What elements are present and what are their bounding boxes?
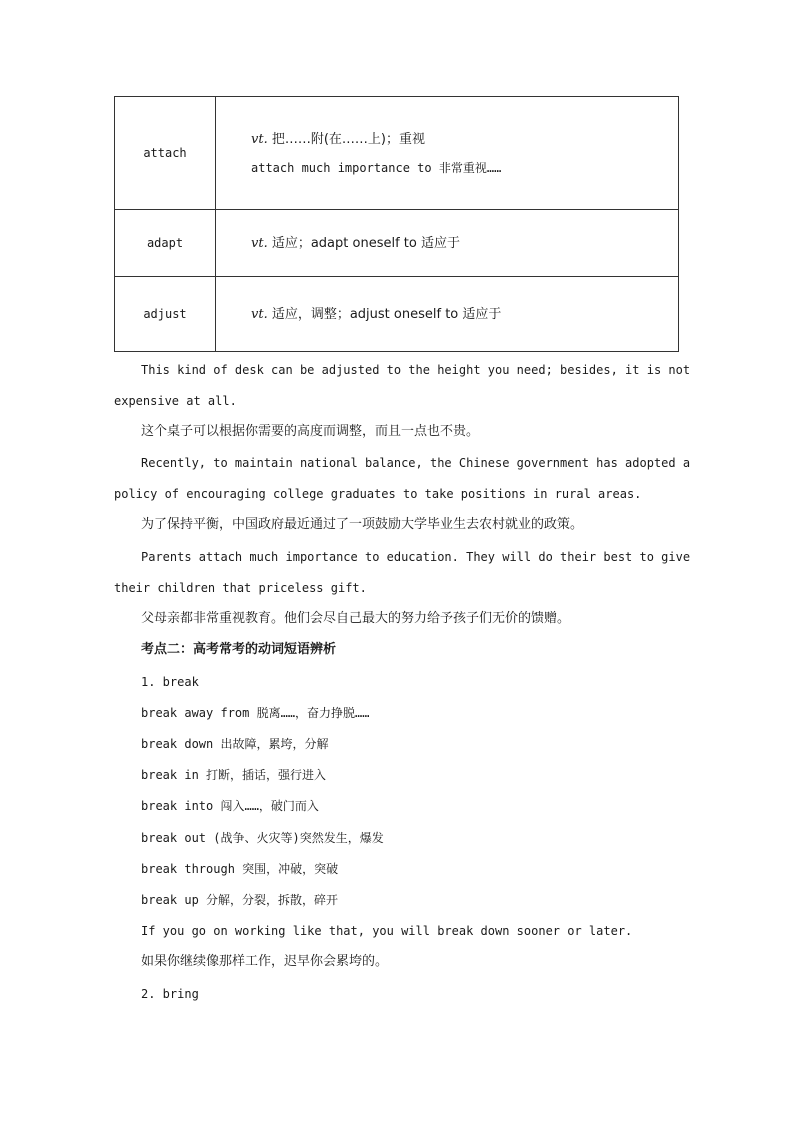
- paragraph-line: Parents attach much importance to education. They will do their best to give: [141, 550, 691, 564]
- phrase-item: break out (战争、火灾等)突然发生，爆发: [141, 831, 384, 845]
- paragraph-line: This kind of desk can be adjusted to the height you need; besides, it is not: [141, 363, 691, 377]
- paragraph-line: expensive at all.: [114, 394, 237, 408]
- word-cell: adjust: [115, 277, 216, 352]
- definition-text: 适应；adapt oneself to 适应于: [267, 235, 460, 251]
- table-row: [115, 97, 679, 210]
- definition-text: 适应，调整；adjust oneself to 适应于: [267, 306, 502, 322]
- example-translation: 如果你继续像那样工作，迟早你会累垮的。: [141, 954, 389, 969]
- phrase-heading: 2. bring: [141, 987, 199, 1001]
- definition-cell: [216, 97, 679, 210]
- phrase-item: break up 分解，分裂，拆散，碎开: [141, 893, 339, 907]
- translation-line: 父母亲都非常重视教育。他们会尽自己最大的努力给予孩子们无价的馈赠。: [141, 611, 571, 626]
- phrase-item: break through 突围，冲破，突破: [141, 862, 339, 876]
- part-of-speech: vt.: [251, 131, 268, 147]
- definition-text: 把……附(在……上)；重视: [267, 131, 425, 147]
- table-row: [115, 210, 679, 277]
- definition-line: [251, 125, 678, 154]
- example-sentence: If you go on working like that, you will break down sooner or later.: [141, 924, 633, 938]
- phrase-item: break down 出故障，累垮，分解: [141, 737, 329, 751]
- definition-cell: [216, 210, 679, 277]
- word-cell: adapt: [115, 210, 216, 277]
- usage-example: attach much importance to 非常重视……: [251, 160, 502, 175]
- phrase-item: break away from 脱离……，奋力挣脱……: [141, 706, 370, 720]
- paragraph-line: policy of encouraging college graduates to take positions in rural areas.: [114, 487, 642, 501]
- phrase-item: break in 打断，插话，强行进入: [141, 768, 327, 782]
- translation-line: 为了保持平衡，中国政府最近通过了一项鼓励大学毕业生去农村就业的政策。: [141, 517, 584, 532]
- section-title: 考点二：高考常考的动词短语辨析: [141, 642, 337, 657]
- vocabulary-table: [114, 96, 679, 352]
- part-of-speech: vt.: [251, 235, 268, 251]
- phrase-item: break into 闯入……，破门而入: [141, 799, 319, 813]
- word-cell: attach: [115, 97, 216, 210]
- translation-line: 这个桌子可以根据你需要的高度而调整，而且一点也不贵。: [141, 424, 480, 439]
- part-of-speech: vt.: [251, 306, 268, 322]
- table-row: [115, 277, 679, 352]
- paragraph-line: Recently, to maintain national balance, the Chinese government has adopted a: [141, 456, 691, 470]
- phrase-heading: 1. break: [141, 675, 199, 689]
- definition-cell: [216, 277, 679, 352]
- paragraph-line: their children that priceless gift.: [114, 581, 367, 595]
